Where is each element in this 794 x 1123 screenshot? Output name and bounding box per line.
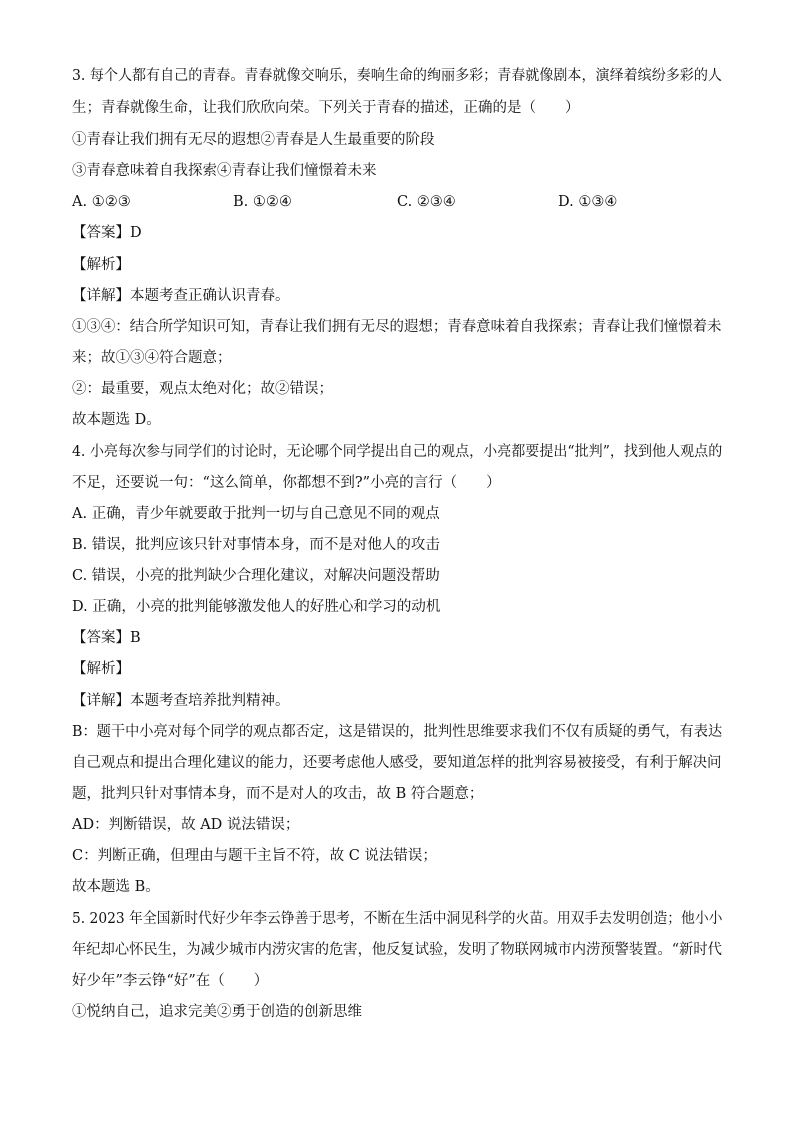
q4-explanation-line-2: 自己观点和提出合理化建议的能力，还要考虑他人感受，要知道怎样的批判容易被接受，有利于解决问 [72, 755, 722, 771]
q3-stem-line-1: 3. 每个人都有自己的青春。青春就像交响乐，奏响生命的绚丽多彩；青春就像剧本，演绎着缤纷多彩的人 [72, 68, 722, 84]
q3-options [72, 192, 722, 212]
q3-stem-line-2: 生；青春就像生命，让我们欣欣向荣。下列关于青春的描述，正确的是（ ） [72, 100, 580, 116]
q3-analysis-heading: 【解析】 [72, 257, 130, 273]
q3-option-c: C. ②③④ [397, 194, 456, 210]
q4-explanation-line-4: AD：判断错误，故 AD 说法错误； [72, 817, 300, 833]
q4-analysis-heading: 【解析】 [72, 661, 130, 677]
q3-explanation-line-2: 来；故①③④符合题意； [72, 350, 232, 366]
q5-item-line-1: ①悦纳自己，追求完美②勇于创造的创新思维 [72, 1004, 362, 1020]
q3-item-line-1: ①青春让我们拥有无尽的遐想②青春是人生最重要的阶段 [72, 132, 435, 148]
q4-stem-line-1: 4. 小亮每次参与同学们的讨论时，无论哪个同学提出自己的观点，小亮都要提出“批判”，找到他人观点的 [72, 444, 723, 460]
q3-option-a: A. ①②③ [72, 194, 131, 210]
q4-conclusion: 故本题选 B。 [72, 879, 160, 895]
q5-stem-line-3: 好少年”李云铮“好”在（ ） [72, 973, 269, 989]
q4-detail: 【详解】本题考查培养批判精神。 [72, 693, 290, 709]
q4-option-c: C. 错误，小亮的批判缺少合理化建议，对解决问题没帮助 [72, 568, 440, 584]
q4-explanation-line-1: B：题干中小亮对每个同学的观点都否定，这是错误的，批判性思维要求我们不仅有质疑的勇气，有表达 [72, 724, 723, 740]
q3-answer: 【答案】D [72, 225, 142, 241]
q4-explanation-line-3: 题，批判只针对事情本身，而不是对人的攻击，故 B 符合题意； [72, 786, 484, 802]
q4-answer: 【答案】B [72, 630, 141, 646]
q5-stem-line-1: 5. 2023 年全国新时代好少年李云铮善于思考，不断在生活中洞见科学的火苗。用双手去发明创造；他小小 [72, 911, 723, 927]
q4-option-b: B. 错误，批判应该只针对事情本身，而不是对他人的攻击 [72, 537, 440, 553]
q3-detail: 【详解】本题考查正确认识青春。 [72, 288, 290, 304]
q4-explanation-line-5: C：判断正确，但理由与题干主旨不符，故 C 说法错误； [72, 848, 437, 864]
q3-option-d: D. ①③④ [558, 194, 618, 210]
q3-conclusion: 故本题选 D。 [72, 412, 161, 428]
q5-stem-line-2: 年纪却心怀民生，为减少城市内涝灾害的危害，他反复试验，发明了物联网城市内涝预警装置。“新时代 [72, 942, 722, 958]
q3-explanation-line-3: ②：最重要，观点太绝对化；故②错误； [72, 381, 333, 397]
q4-option-a: A. 正确，青少年就要敢于批判一切与自己意见不同的观点 [72, 506, 440, 522]
q3-item-line-2: ③青春意味着自我探索④青春让我们憧憬着未来 [72, 163, 377, 179]
q4-option-d: D. 正确，小亮的批判能够激发他人的好胜心和学习的动机 [72, 599, 441, 615]
q3-explanation-line-1: ①③④：结合所学知识可知，青春让我们拥有无尽的遐想；青春意味着自我探索；青春让我们憧憬着未 [72, 319, 722, 335]
q4-stem-line-2: 不足，还要说一句：“这么简单，你都想不到?”小亮的言行（ ） [72, 475, 501, 491]
q3-option-b: B. ①②④ [233, 194, 292, 210]
